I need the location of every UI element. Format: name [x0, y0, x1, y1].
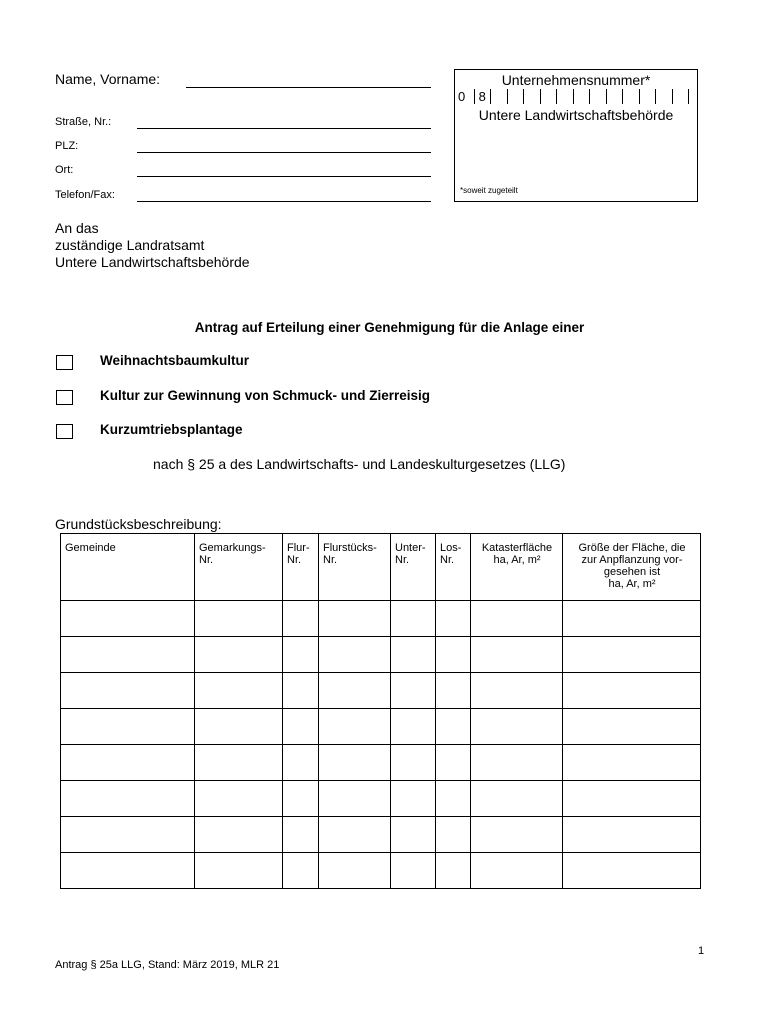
- option-checkbox-ornamental-branches[interactable]: [56, 390, 73, 405]
- table-cell[interactable]: [563, 601, 701, 637]
- table-cell[interactable]: [195, 637, 283, 673]
- table-cell[interactable]: [436, 781, 471, 817]
- company-number-digit[interactable]: [590, 89, 607, 104]
- name-label: Name, Vorname:: [55, 71, 161, 87]
- street-field[interactable]: [137, 128, 431, 129]
- table-cell[interactable]: [61, 601, 195, 637]
- table-row: [61, 817, 701, 853]
- table-cell[interactable]: [319, 745, 391, 781]
- table-cell[interactable]: [436, 601, 471, 637]
- company-number-digit[interactable]: 8: [475, 89, 492, 104]
- table-cell[interactable]: [195, 745, 283, 781]
- table-cell[interactable]: [283, 817, 319, 853]
- table-cell[interactable]: [563, 853, 701, 889]
- table-cell[interactable]: [436, 673, 471, 709]
- table-cell[interactable]: [319, 781, 391, 817]
- plz-label: PLZ:: [55, 140, 79, 152]
- authority-label: Untere Landwirtschaftsbehörde: [478, 107, 674, 123]
- table-cell[interactable]: [283, 601, 319, 637]
- table-cell[interactable]: [436, 745, 471, 781]
- company-number-digit[interactable]: [673, 89, 690, 104]
- company-number-digit[interactable]: [524, 89, 541, 104]
- recipient-line: An das: [55, 220, 99, 236]
- table-cell[interactable]: [563, 673, 701, 709]
- table-cell[interactable]: [319, 673, 391, 709]
- company-number-digit[interactable]: [623, 89, 640, 104]
- table-cell[interactable]: [61, 781, 195, 817]
- table-cell[interactable]: [61, 709, 195, 745]
- column-header-flurstueck: Flurstücks- Nr.: [319, 534, 391, 601]
- table-cell[interactable]: [391, 709, 436, 745]
- table-cell[interactable]: [195, 817, 283, 853]
- company-number-box: [454, 69, 698, 202]
- table-cell[interactable]: [195, 781, 283, 817]
- table-cell[interactable]: [471, 637, 563, 673]
- table-cell[interactable]: [436, 709, 471, 745]
- legal-basis: nach § 25 a des Landwirtschafts- und Landeskulturgesetzes (LLG): [153, 456, 566, 472]
- table-cell[interactable]: [195, 673, 283, 709]
- company-number-digit[interactable]: [557, 89, 574, 104]
- table-cell[interactable]: [563, 781, 701, 817]
- option-checkbox-christmas-tree[interactable]: [56, 355, 73, 370]
- table-cell[interactable]: [195, 601, 283, 637]
- table-cell[interactable]: [283, 673, 319, 709]
- option-checkbox-short-rotation[interactable]: [56, 424, 73, 439]
- company-number-digit[interactable]: [656, 89, 673, 104]
- phone-label: Telefon/Fax:: [55, 189, 115, 201]
- table-cell[interactable]: [563, 745, 701, 781]
- column-header-flur: Flur- Nr.: [283, 534, 319, 601]
- option-label-christmas-tree: Weihnachtsbaumkultur: [100, 353, 250, 368]
- table-cell[interactable]: [283, 709, 319, 745]
- table-cell[interactable]: [61, 817, 195, 853]
- table-cell[interactable]: [391, 673, 436, 709]
- table-cell[interactable]: [61, 673, 195, 709]
- table-cell[interactable]: [391, 853, 436, 889]
- table-cell[interactable]: [283, 853, 319, 889]
- column-header-katasterflaeche: Katasterfläche ha, Ar, m²: [471, 534, 563, 601]
- company-number-footnote: *soweit zugeteilt: [460, 186, 518, 195]
- table-cell[interactable]: [319, 853, 391, 889]
- table-cell[interactable]: [563, 637, 701, 673]
- company-number-digit[interactable]: [541, 89, 558, 104]
- recipient-line: Untere Landwirtschaftsbehörde: [55, 254, 250, 270]
- table-cell[interactable]: [471, 817, 563, 853]
- column-header-los: Los- Nr.: [436, 534, 471, 601]
- table-cell[interactable]: [391, 637, 436, 673]
- table-cell[interactable]: [471, 745, 563, 781]
- company-number-digit[interactable]: 0: [458, 89, 475, 104]
- recipient-address: [55, 220, 250, 271]
- table-row: [61, 709, 701, 745]
- street-label: Straße, Nr.:: [55, 116, 112, 128]
- company-number-title: Unternehmensnummer*: [501, 72, 651, 88]
- phone-field[interactable]: [137, 201, 431, 202]
- table-cell[interactable]: [195, 709, 283, 745]
- page-number: 1: [698, 945, 705, 957]
- form-id: Antrag § 25a LLG, Stand: März 2019, MLR 21: [55, 959, 280, 971]
- table-row: [61, 781, 701, 817]
- recipient-line: zuständige Landratsamt: [55, 237, 205, 253]
- table-row: [61, 637, 701, 673]
- table-cell[interactable]: [471, 781, 563, 817]
- column-header-gemeinde: Gemeinde: [61, 534, 195, 601]
- table-cell[interactable]: [391, 817, 436, 853]
- table-cell[interactable]: [283, 637, 319, 673]
- column-header-gemarkung: Gemarkungs- Nr.: [195, 534, 283, 601]
- table-cell[interactable]: [391, 601, 436, 637]
- table-cell[interactable]: [283, 781, 319, 817]
- table-cell[interactable]: [319, 817, 391, 853]
- ort-label: Ort:: [55, 164, 74, 176]
- table-row: [61, 853, 701, 889]
- table-cell[interactable]: [61, 637, 195, 673]
- table-cell[interactable]: [471, 601, 563, 637]
- column-header-anpflanzung: Größe der Fläche, die zur Anpflanzung vor- gesehen ist ha, Ar, m²: [563, 534, 701, 601]
- option-label-short-rotation: Kurzumtriebsplantage: [100, 422, 243, 437]
- table-cell[interactable]: [436, 637, 471, 673]
- option-label-ornamental-branches: Kultur zur Gewinnung von Schmuck- und Zierreisig: [100, 388, 431, 403]
- plz-field[interactable]: [137, 152, 431, 153]
- table-cell[interactable]: [195, 853, 283, 889]
- company-number-digit[interactable]: [491, 89, 508, 104]
- table-cell[interactable]: [319, 709, 391, 745]
- table-row: [61, 601, 701, 637]
- property-table: [60, 533, 701, 889]
- ort-field[interactable]: [137, 176, 431, 177]
- table-cell[interactable]: [61, 745, 195, 781]
- table-cell[interactable]: [436, 853, 471, 889]
- company-number-digit[interactable]: [640, 89, 657, 104]
- table-cell[interactable]: [471, 709, 563, 745]
- table-cell[interactable]: [391, 745, 436, 781]
- table-cell[interactable]: [563, 709, 701, 745]
- table-cell[interactable]: [319, 601, 391, 637]
- table-row: [61, 745, 701, 781]
- table-cell[interactable]: [319, 637, 391, 673]
- form-heading: Antrag auf Erteilung einer Genehmigung für die Anlage einer: [194, 320, 585, 335]
- table-cell[interactable]: [283, 745, 319, 781]
- column-header-unter: Unter- Nr.: [391, 534, 436, 601]
- company-number-digit[interactable]: [508, 89, 525, 104]
- company-number-digit[interactable]: [607, 89, 624, 104]
- name-field[interactable]: [186, 87, 431, 88]
- table-row: [61, 673, 701, 709]
- table-cell[interactable]: [61, 853, 195, 889]
- table-cell[interactable]: [436, 817, 471, 853]
- table-cell[interactable]: [391, 781, 436, 817]
- property-description-label: Grundstücksbeschreibung:: [55, 516, 222, 532]
- table-cell[interactable]: [471, 853, 563, 889]
- company-number-digits[interactable]: [458, 89, 689, 104]
- company-number-digit[interactable]: [574, 89, 591, 104]
- table-cell[interactable]: [471, 673, 563, 709]
- table-header-row: [61, 534, 701, 601]
- table-cell[interactable]: [563, 817, 701, 853]
